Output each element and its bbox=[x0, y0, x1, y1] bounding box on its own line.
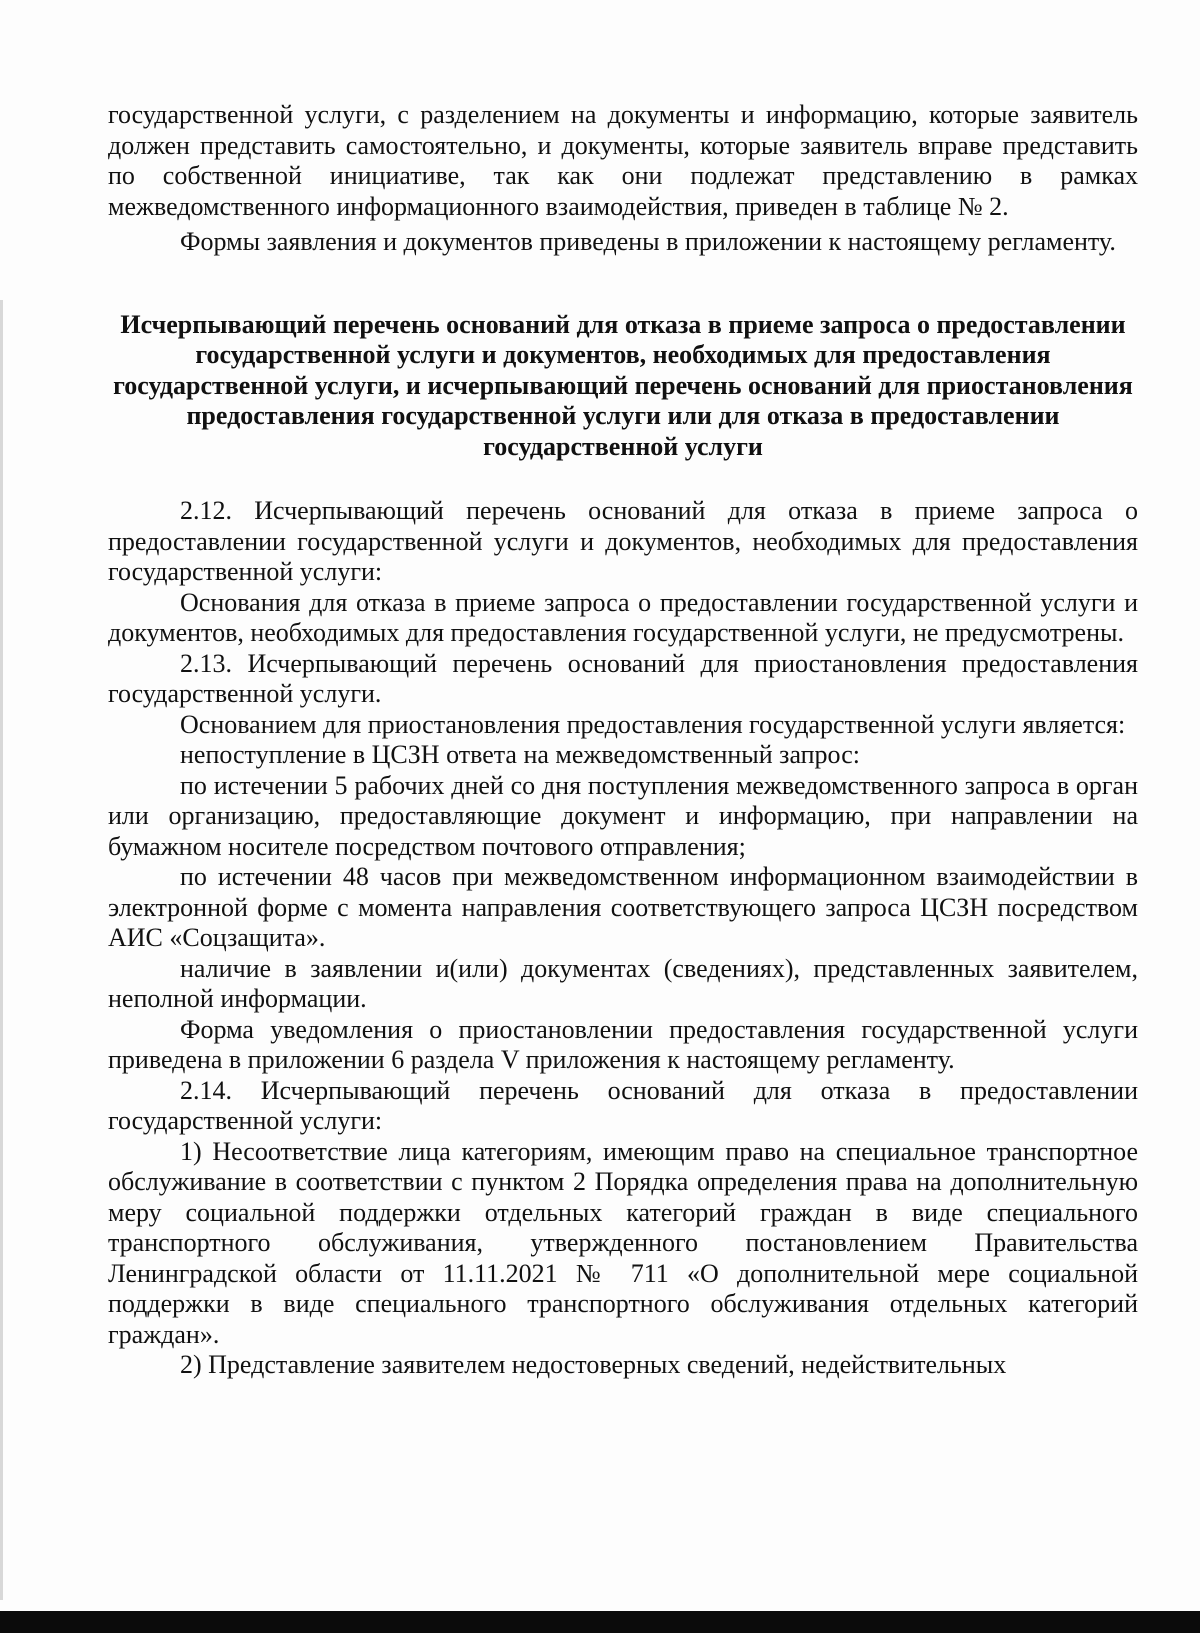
paragraph-notification-form: Форма уведомления о приостановлении предоставления государственной услуги приведена в приложении 6 раздела V приложения к настоящему регламенту. bbox=[108, 1014, 1138, 1074]
paragraph-item-2: 2) Представление заявителем недостоверных сведений, недействительных bbox=[180, 1350, 1007, 1379]
paragraph-2-12: 2.12. Исчерпывающий перечень оснований для отказа в приеме запроса о предоставлении государственной услуги и документов, необходимых для предоставления государственной услуги: bbox=[108, 496, 1138, 586]
paragraph-continuation: государственной услуги, с разделением на документы и информацию, которые заявитель должен представить самостоятельно, и документы, которые заявитель вправе представить по собственной инициативе, так как они подлежат представлению в рамках межведомственного информационного взаимодействия, приведен в таблице № 2. bbox=[108, 100, 1138, 221]
scan-bottom-border bbox=[0, 1611, 1200, 1633]
paragraph-no-grounds: Основания для отказа в приеме запроса о предоставлении государственной услуги и документов, необходимых для предоставления государственной услуги, не предусмотрены. bbox=[108, 587, 1138, 647]
paragraph-forms: Формы заявления и документов приведены в приложении к настоящему регламенту. bbox=[180, 227, 1116, 256]
paragraph-2-13: 2.13. Исчерпывающий перечень оснований для приостановления предоставления государственной услуги. bbox=[108, 648, 1138, 708]
paragraph-48-hours: по истечении 48 часов при межведомственном информационном взаимодействии в электронной форме с момента направления соответствующего запроса ЦСЗН посредством АИС «Соцзащита». bbox=[108, 862, 1138, 952]
scan-edge-shadow bbox=[0, 300, 3, 1600]
section-heading: Исчерпывающий перечень оснований для отказа в приеме запроса о предоставлении государственной услуги и документов, необходимых для предоставления государственной услуги, и исчерпывающий перечень оснований для приостановления предоставления государственной услуги или для отказа в предоставлении государственной услуги bbox=[113, 309, 1133, 461]
paragraph-5-days: по истечении 5 рабочих дней со дня поступления межведомственного запроса в орган или организацию, предоставляющие документ и информацию, при направлении на бумажном носителе посредством почтового отправления; bbox=[108, 770, 1138, 861]
paragraph-incomplete-info: наличие в заявлении и(или) документах (сведениях), представленных заявителем, неполной информации. bbox=[108, 953, 1138, 1013]
paragraph-item-1: 1) Несоответствие лица категориям, имеющим право на специальное транспортное обслуживание в соответствии с пунктом 2 Порядка определения права на дополнительную меру социальной поддержки отдельных категорий граждан в виде специального транспортного обслуживания, утвержденного постановлением Правительства Ленинградской области от 11.11.2021 № 711 «О дополнительной мере социальной поддержки в виде специального транспортного обслуживания отдельных категорий граждан». bbox=[108, 1136, 1138, 1349]
paragraph-suspension-basis: Основанием для приостановления предоставления государственной услуги является: bbox=[180, 709, 1126, 739]
paragraph-2-14: 2.14. Исчерпывающий перечень оснований для отказа в предоставлении государственной услуги: bbox=[108, 1075, 1138, 1135]
paragraph-no-response: непоступление в ЦСЗН ответа на межведомственный запрос: bbox=[180, 740, 860, 769]
document-body bbox=[108, 100, 1138, 1381]
